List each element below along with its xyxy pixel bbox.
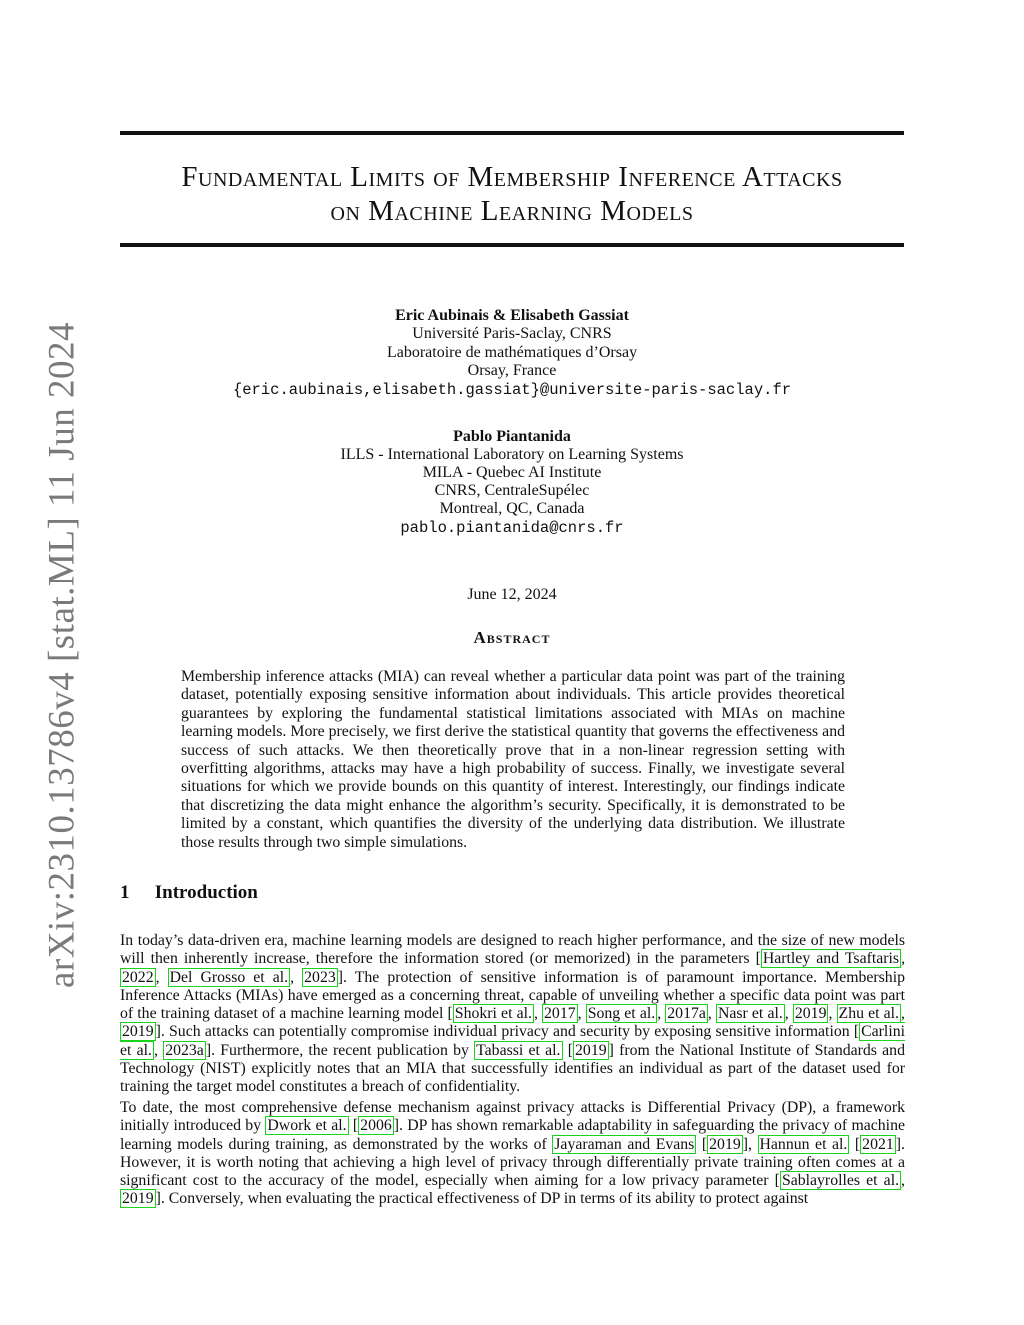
citation-link[interactable]: 2019 bbox=[709, 1135, 741, 1153]
section-heading-introduction bbox=[120, 882, 258, 904]
paper-date: June 12, 2024 bbox=[467, 586, 557, 603]
citation-link[interactable]: Zhu et al. bbox=[838, 1005, 900, 1023]
paragraph-text: ]. However, it is worth noting that achieving a high level of privacy through differentially private training often comes at a significant cost to the accuracy of the model, especially when aiming for a low privacy parameter [ bbox=[120, 1135, 905, 1190]
intro-paragraph-1 bbox=[120, 932, 905, 1097]
citation-link[interactable]: 2022 bbox=[122, 968, 154, 986]
paragraph-text: , bbox=[828, 1005, 837, 1023]
title-rule-bottom bbox=[120, 243, 904, 247]
author-affiliation: Laboratoire de mathématiques d’Orsay bbox=[386, 344, 638, 361]
citation-link[interactable]: 2019 bbox=[122, 1023, 154, 1041]
citation-link[interactable]: Tabassi et al. bbox=[476, 1041, 561, 1059]
paragraph-text: , bbox=[155, 968, 168, 986]
paragraph-text: , bbox=[707, 1005, 716, 1023]
section-number: 1 bbox=[120, 882, 130, 903]
citation-link[interactable]: 2021 bbox=[862, 1135, 894, 1153]
paragraph-text: To date, the most comprehensive defense mechanism against privacy attacks is Differential Privacy (DP), a framework initially introduced by bbox=[120, 1099, 905, 1135]
paragraph-text: ]. Conversely, when evaluating the practical effectiveness of DP in terms of its ability to protect against bbox=[155, 1190, 809, 1208]
title-rule-top bbox=[120, 131, 904, 135]
citation-link[interactable]: 2019 bbox=[575, 1041, 607, 1059]
citation-link[interactable]: Del Grosso et al. bbox=[169, 968, 289, 986]
paragraph-text: ]. DP has shown remarkable adaptability in safeguarding the privacy of machine learning models during training, as demonstrated by the works of bbox=[120, 1117, 905, 1153]
author-affiliation: Université Paris-Saclay, CNRS bbox=[412, 325, 612, 342]
paragraph-text: ]. Such attacks can potentially compromise individual privacy and security by exposing sensitive information [ bbox=[155, 1023, 860, 1041]
citation-link[interactable]: 2023a bbox=[165, 1041, 204, 1059]
author-email[interactable]: pablo.piantanida@cnrs.fr bbox=[400, 519, 624, 537]
paragraph-text: [ bbox=[696, 1135, 708, 1153]
author-names: Eric Aubinais & Elisabeth Gassiat bbox=[395, 307, 629, 324]
paragraph-text: ]. Furthermore, the recent publication by bbox=[205, 1041, 475, 1059]
citation-link[interactable]: 2019 bbox=[794, 1005, 827, 1023]
citation-link[interactable]: 2017a bbox=[667, 1005, 706, 1023]
paragraph-text: , bbox=[577, 1005, 586, 1023]
author-affiliation: ILLS - International Laboratory on Learning Systems bbox=[340, 446, 684, 463]
paragraph-text: , bbox=[657, 1005, 666, 1023]
author-affiliation: Montreal, QC, Canada bbox=[439, 500, 585, 517]
arxiv-identifier: arXiv:2310.13786v4 [stat.ML] 11 Jun 2024 bbox=[41, 321, 83, 989]
paragraph-text: , bbox=[901, 950, 906, 968]
author-email[interactable]: {eric.aubinais,elisabeth.gassiat}@universite-paris-saclay.fr bbox=[232, 381, 792, 399]
author-affiliation: CNRS, CentraleSupélec bbox=[434, 482, 590, 499]
citation-link[interactable]: Hartley and Tsaftaris bbox=[762, 950, 900, 968]
citation-link[interactable]: Nasr et al. bbox=[717, 1005, 783, 1023]
paragraph-text: [ bbox=[849, 1135, 861, 1153]
paragraph-text: , bbox=[533, 1005, 543, 1023]
paper-title-line-2: on Machine Learning Models bbox=[330, 195, 694, 227]
paragraph-text: [ bbox=[562, 1041, 574, 1059]
author-names: Pablo Piantanida bbox=[453, 428, 571, 445]
paragraph-text: , bbox=[901, 1172, 905, 1190]
paragraph-text: ]. The protection of sensitive information is of paramount importance. Membership Inference Attacks (MIAs) have emerged as a concerning threat, capable of unveiling whether a specific data point was part of the training dataset of a machine learning model [ bbox=[120, 968, 905, 1023]
paragraph-text: In today’s data-driven era, machine learning models are designed to reach higher performance, and the size of new models will then inherently increase, therefore the information stored (or memorized) in the parameters [ bbox=[120, 932, 905, 968]
paragraph-text: ], bbox=[742, 1135, 758, 1153]
citation-link[interactable]: Sablayrolles et al. bbox=[781, 1172, 900, 1190]
citation-link[interactable]: Song et al. bbox=[587, 1005, 656, 1023]
citation-link[interactable]: 2023 bbox=[304, 968, 336, 986]
citation-link[interactable]: 2017 bbox=[544, 1005, 576, 1023]
citation-link[interactable]: 2019 bbox=[122, 1190, 154, 1208]
paragraph-text: , bbox=[901, 1005, 905, 1023]
citation-link[interactable]: Carlini et al. bbox=[120, 1023, 905, 1059]
paragraph-text: , bbox=[784, 1005, 793, 1023]
paragraph-text: , bbox=[290, 968, 303, 986]
author-affiliation: MILA - Quebec AI Institute bbox=[422, 464, 602, 481]
abstract-text: Membership inference attacks (MIA) can reveal whether a particular data point was part of the training dataset, potentially exposing sensitive information about individuals. This article provides theoretical guarantees by exploring the fundamental statistical limitations associated with MIAs on machine learning models. More precisely, we first derive the statistical quantity that governs the effectiveness and success of such attacks. We then theoretically prove that in a non-linear regression setting with overfitting algorithms, attacks may have a high probability of success. Finally, we investigate several situations for which we provide bounds on this quantity of interest. Interestingly, our findings indicate that discretizing the data might enhance the algorithm’s security. Specifically, it is demonstrated to be limited by a constant, which quantifies the diversity of the underlying data distribution. We illustrate those results through two simple simulations. bbox=[181, 668, 845, 851]
paragraph-text: ] from the National Institute of Standards and Technology (NIST) explicitly notes that an MIA that successfully identifies an individual as part of the dataset used for training the target model constitutes a breach of confidentiality. bbox=[120, 1041, 905, 1096]
intro-paragraph-2 bbox=[120, 1099, 905, 1209]
paragraph-text: [ bbox=[348, 1117, 359, 1135]
author-affiliation: Orsay, France bbox=[467, 362, 557, 379]
citation-link[interactable]: Jayaraman and Evans bbox=[554, 1135, 695, 1153]
citation-link[interactable]: Shokri et al. bbox=[454, 1005, 532, 1023]
citation-link[interactable]: Hannun et al. bbox=[759, 1135, 848, 1153]
section-title: Introduction bbox=[154, 882, 258, 903]
abstract-heading: Abstract bbox=[473, 628, 551, 647]
paper-title-line-1: Fundamental Limits of Membership Inference Attacks bbox=[181, 161, 843, 193]
citation-link[interactable]: Dwork et al. bbox=[267, 1117, 347, 1135]
paragraph-text: , bbox=[154, 1041, 164, 1059]
citation-link[interactable]: 2006 bbox=[360, 1117, 392, 1135]
